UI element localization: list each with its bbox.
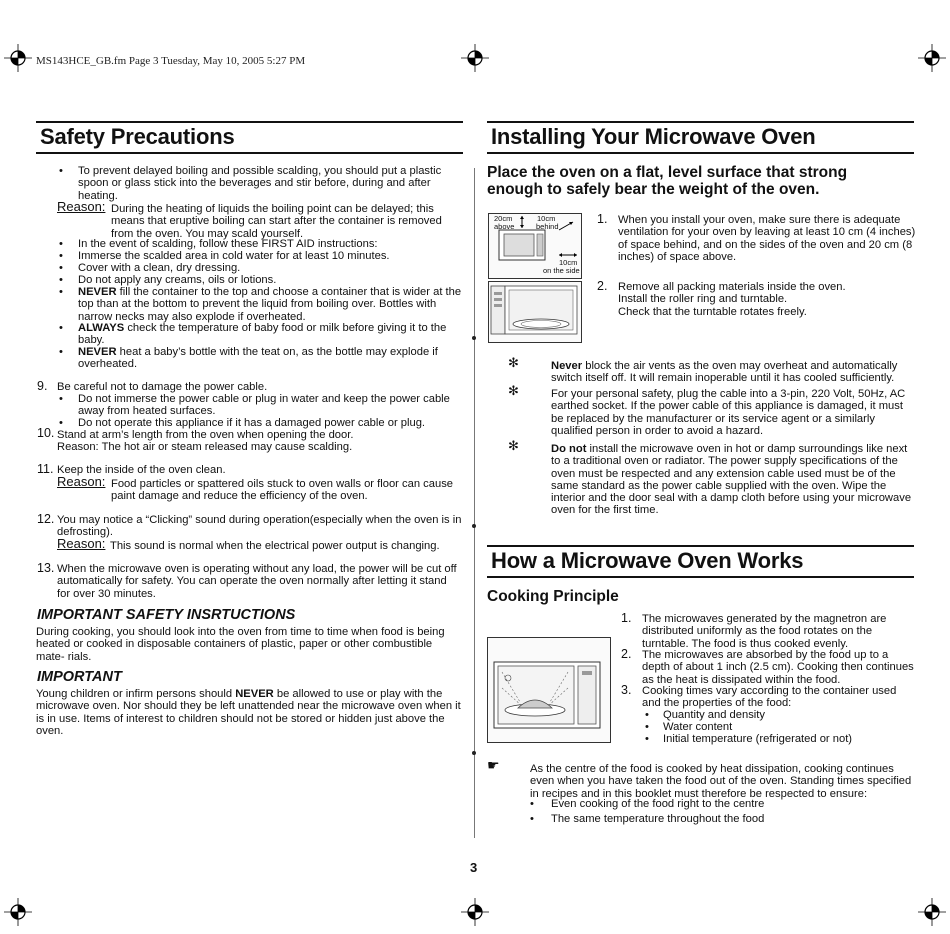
bullet-immerse-cable: Do not immerse the power cable or plug in water and keep the power cable away from heated surfaces.	[78, 393, 450, 418]
bullet-dot: •	[59, 262, 63, 274]
reason-boiling	[111, 203, 451, 240]
install-step-roller: Install the roller ring and turntable.	[618, 293, 788, 305]
important-text-post: be allowed to use or play with the microwave oven. Nor should they be left unattended near the microwave oven when it is in use. Items of interest to children should not be stored or hidden just above the oven.	[36, 688, 461, 737]
item-number: 11.	[37, 462, 54, 476]
important-text-pre: Young children or infirm persons should	[36, 688, 236, 700]
figure-label-10cm-side: 10cm	[559, 258, 578, 267]
bullet-dot: •	[59, 238, 63, 250]
divider-dot	[472, 336, 476, 340]
reason-label: Reason:	[57, 474, 106, 489]
principle-absorbed: The microwaves are absorbed by the food up to a depth of about 1 inch (2.5 cm). Cooking then continues as the heat is dissipated within the food.	[642, 649, 914, 686]
install-intro: Place the oven on a flat, level surface that strong enough to safely bear the weight of the oven.	[487, 164, 848, 198]
install-step-ventilation: When you install your oven, make sure there is adequate ventilation for your oven by leaving at least 10 cm (4 inches) of space behind, and on the sides of the oven and 20 cm (8 inches) of space above.	[618, 214, 916, 263]
bullet-dot: •	[645, 721, 649, 733]
bullet-never-teat	[78, 346, 463, 371]
step-number: 2.	[597, 279, 608, 293]
title-rule-bottom	[487, 152, 914, 154]
item-no-load: When the microwave oven is operating without any load, the power will be cut off automatically for safety. You can operate the oven normally after letting it stand for over 30 minutes.	[57, 563, 457, 600]
reason-text: During the heating of liquids the boiling point can be delayed; this means that eruptive boiling can start after the container is removed from the oven. You may scald yourself.	[111, 203, 442, 240]
warning-vents	[551, 360, 911, 385]
figure-label-on-side: on the side	[543, 266, 580, 275]
emphasis: Never	[551, 360, 583, 372]
bullet-dot: •	[59, 250, 63, 262]
emphasis: ALWAYS	[78, 322, 125, 334]
item-number: 9.	[37, 379, 48, 393]
divider-dot	[472, 751, 476, 755]
item-arms-length: Stand at arm’s length from the oven when opening the door.	[57, 429, 354, 441]
emphasis: Do not	[551, 443, 587, 455]
file-header: MS143HCE_GB.fm Page 3 Tuesday, May 10, 2005 5:27 PM	[36, 55, 306, 67]
microwave-cooking-illustration	[488, 638, 610, 742]
bullet-dot: •	[645, 709, 649, 721]
asterisk-icon: ✻	[508, 438, 519, 453]
asterisk-icon: ✻	[508, 383, 519, 398]
page-title: Safety Precautions	[40, 124, 235, 149]
bullet-no-creams: Do not apply any creams, oils or lotions.	[78, 274, 277, 286]
factor-water: Water content	[663, 721, 733, 733]
crop-mark-icon	[918, 898, 946, 926]
item-arms-length-reason: Reason: The hot air or steam released may cause scalding.	[57, 441, 353, 453]
bullet-dot: •	[59, 322, 63, 334]
install-step-check: Check that the turntable rotates freely.	[618, 306, 807, 318]
reason-label: Reason:	[57, 199, 106, 214]
cooking-principle-heading: Cooking Principle	[487, 588, 619, 605]
bullet-dot: •	[530, 798, 534, 810]
note-same-temperature: The same temperature throughout the food	[551, 813, 765, 825]
step-number: 1.	[621, 611, 632, 625]
bullet-dot: •	[59, 286, 63, 298]
bullet-dot: •	[59, 346, 63, 358]
principle-uniform: The microwaves generated by the magnetron are distributed uniformly as the food rotates on the turntable. The food is thus cooked evenly.	[642, 613, 887, 650]
bullet-dot: •	[59, 165, 63, 177]
bullet-dot: •	[530, 813, 534, 825]
figure-label-above: above	[494, 222, 515, 231]
emphasis: NEVER	[78, 286, 117, 298]
factor-temperature: Initial temperature (refrigerated or not)	[663, 733, 853, 745]
item-clicking: You may notice a “Clicking” sound during operation(especially when the oven is in defrosting).	[57, 514, 462, 539]
step-number: 1.	[597, 212, 608, 226]
page-number: 3	[470, 860, 478, 875]
bullet-text: check the temperature of baby food or milk before giving it to the baby.	[78, 322, 447, 347]
title-rule-bottom	[487, 576, 914, 578]
emphasis: NEVER	[235, 688, 274, 700]
reason-clicking: This sound is normal when the electrical power output is changing.	[110, 540, 440, 552]
bullet-dot: •	[645, 733, 649, 745]
item-number: 13.	[37, 561, 55, 575]
reason-clean: Food particles or spattered oils stuck to oven walls or floor can cause paint damage and reduce the efficiency of the oven.	[111, 478, 454, 503]
important-text	[36, 688, 461, 737]
bullet-first-aid: In the event of scalding, follow these FIRST AID instructions:	[78, 238, 378, 250]
bullet-stir: To prevent delayed boiling and possible scalding, you should put a plastic spoon or glass stick into the beverages and stir before, during and after heating.	[78, 165, 442, 202]
divider-dot	[472, 524, 476, 528]
bullet-dot: •	[59, 417, 63, 429]
crop-mark-icon	[4, 44, 32, 72]
important-heading: IMPORTANT	[37, 669, 122, 685]
principle-times: Cooking times vary according to the container used and the properties of the food:	[642, 685, 897, 710]
bullet-text: heat a baby’s bottle with the teat on, as the bottle may explode if overheated.	[78, 346, 438, 371]
reason-label: Reason:	[57, 536, 106, 551]
clearance-figure	[488, 213, 582, 279]
step-number: 2.	[621, 647, 632, 661]
item-number: 10.	[37, 426, 55, 440]
oven-turntable-illustration	[489, 282, 581, 342]
standing-time-note: As the centre of the food is cooked by heat dissipation, cooking continues even when you have taken the food out of the oven. Standing times specified in recipes and in this booklet must therefore be respected to ensure:	[530, 763, 912, 800]
install-step-packing: Remove all packing materials inside the oven.	[618, 281, 846, 293]
bullet-dot: •	[59, 393, 63, 405]
title-rule-bottom	[36, 152, 463, 154]
crop-mark-icon	[918, 44, 946, 72]
asterisk-icon: ✻	[508, 355, 519, 370]
warning-damp	[551, 443, 913, 517]
important-safety-heading: IMPORTANT SAFETY INSRTUCTIONS	[37, 607, 296, 623]
factor-quantity: Quantity and density	[663, 709, 765, 721]
step-number: 3.	[621, 683, 632, 697]
turntable-figure	[488, 281, 582, 343]
section-title-installing: Installing Your Microwave Oven	[491, 124, 816, 149]
title-rule-top	[487, 545, 914, 547]
title-rule-top	[36, 121, 463, 123]
figure-label-20cm: 20cm	[494, 214, 513, 223]
column-divider	[474, 168, 475, 838]
item-power-cable: Be careful not to damage the power cable.	[57, 381, 268, 393]
crop-mark-icon	[461, 44, 489, 72]
crop-mark-icon	[4, 898, 32, 926]
warning-text: block the air vents as the oven may overheat and automatically switch itself off. It will remain inoperable until it has cooled sufficiently.	[551, 360, 898, 385]
emphasis: NEVER	[78, 346, 117, 358]
note-even-cooking: Even cooking of the food right to the centre	[551, 798, 765, 810]
warning-text: install the microwave oven in hot or damp surroundings like next to a traditional oven or radiator. The power supply specifications of the oven must be respected and any extension cable used must be of the same standard as the power cable supplied with the oven. Wipe the interior and the door seal with a damp cloth before using your microwave oven for the first time.	[551, 443, 912, 517]
important-safety-text: During cooking, you should look into the oven from time to time when food is being heated or cooked in disposable containers of plastic, paper or other combustible mate- rials.	[36, 626, 445, 663]
section-title-how-works: How a Microwave Oven Works	[491, 548, 804, 573]
pointing-hand-icon: ☛	[487, 757, 500, 773]
bullet-never-fill	[78, 286, 463, 323]
bullet-always-check	[78, 322, 463, 347]
microwave-figure	[487, 637, 611, 743]
bullet-immerse: Immerse the scalded area in cold water for at least 10 minutes.	[78, 250, 390, 262]
bullet-text: fill the container to the top and choose a container that is wider at the top than at the bottom to prevent the liquid from boiling over. Bottles with narrow necks may also explode if overheated.	[78, 286, 462, 323]
figure-label-behind: behind	[536, 222, 559, 231]
item-number: 12.	[37, 512, 55, 526]
bullet-cover: Cover with a clean, dry dressing.	[78, 262, 241, 274]
figure-label-10cm: 10cm	[537, 214, 556, 223]
item-clean: Keep the inside of the oven clean.	[57, 464, 226, 476]
crop-mark-icon	[461, 898, 489, 926]
bullet-dot: •	[59, 274, 63, 286]
title-rule-top	[487, 121, 914, 123]
warning-socket: For your personal safety, plug the cable into a 3-pin, 220 Volt, 50Hz, AC earthed socket. If the power cable of this appliance is damaged, it must be replaced by the manufacturer or its service agent or a similarly qualified person in order to avoid a hazard.	[551, 388, 906, 437]
bullet-damaged-cable: Do not operate this appliance if it has a damaged power cable or plug.	[78, 417, 426, 429]
